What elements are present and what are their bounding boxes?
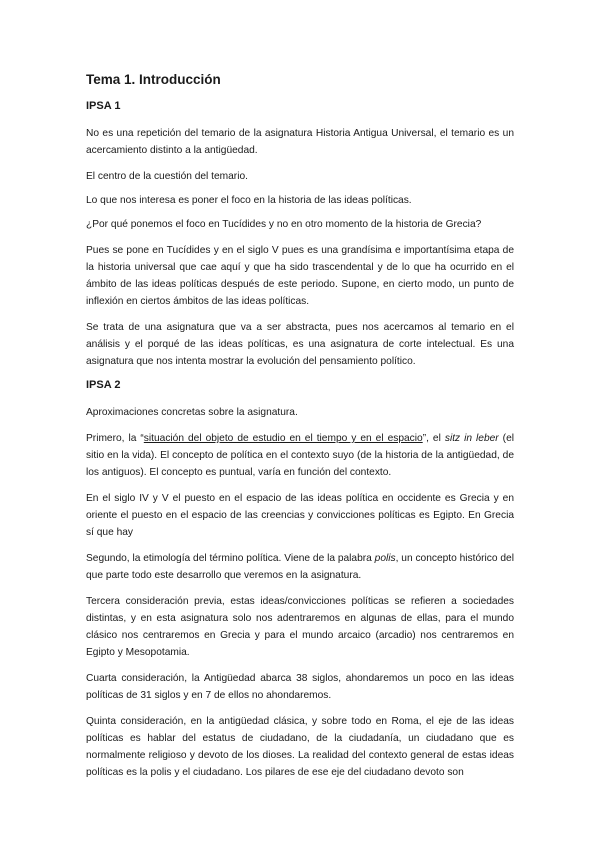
- text-run: (el sitio en la vida). El concepto de política en el contexto suyo (de la historia de la antigüedad, de los antiguos). El concepto es puntual, varía en función del contexto.: [86, 433, 514, 478]
- text-run: Primero, la “: [86, 433, 144, 444]
- section-heading-ipsa2: IPSA 2: [86, 379, 121, 391]
- text-run: ”, el: [422, 433, 445, 444]
- paragraph: Tercera consideración previa, estas ideas/convicciones políticas se refieren a sociedades distintas, y en esta asignatura solo nos adentraremos en algunas de ellas, para el mundo clásico nos centraremos en Grecia y para el mundo arcaico (arcadio) nos centraremos en Egipto y Mesopotamia.: [86, 596, 514, 658]
- text-run: , un concepto histórico del que parte todo este desarrollo que veremos en la asignatura.: [86, 553, 514, 581]
- paragraph: Quinta consideración, en la antigüedad clásica, y sobre todo en Roma, el eje de las ideas políticas es hablar del estatus de ciudadano, de la ciudadanía, un ciudadano que es normalmente religioso y devoto de los dioses. La realidad del contexto general de estas ideas políticas es la polis y el ciudadano. Los pilares de ese eje del ciudadano devoto son: [86, 716, 514, 778]
- italic-term: sitz in leber: [444, 433, 499, 444]
- paragraph: Cuarta consideración, la Antigüedad abarca 38 siglos, ahondaremos un poco en las ideas políticas de 31 siglos y en 7 de ellos no ahondaremos.: [86, 673, 514, 701]
- paragraph: Lo que nos interesa es poner el foco en la historia de las ideas políticas.: [86, 195, 412, 206]
- paragraph: [86, 550, 514, 584]
- text-run: Segundo, la etimología del término política. Viene de la palabra: [86, 553, 375, 564]
- underlined-phrase: situación del objeto de estudio en el tiempo y en el espacio: [143, 433, 423, 444]
- paragraph: No es una repetición del temario de la asignatura Historia Antigua Universal, el temario es un acercamiento distinto a la antigüedad.: [86, 128, 514, 156]
- paragraph: [86, 430, 514, 481]
- page-title: Tema 1. Introducción: [86, 72, 221, 87]
- paragraph: Se trata de una asignatura que va a ser abstracta, pues nos acercamos al temario en el análisis y el porqué de las ideas políticas, es una asignatura de corte intelectual. Es una asignatura que nos intenta mostrar la evolución del pensamiento político.: [86, 322, 514, 367]
- paragraph: Aproximaciones concretas sobre la asignatura.: [86, 407, 298, 418]
- paragraph: ¿Por qué ponemos el foco en Tucídides y no en otro momento de la historia de Grecia?: [86, 219, 482, 230]
- italic-term: polis: [374, 553, 396, 564]
- paragraph: Pues se pone en Tucídides y en el siglo V pues es una grandísima e importantísima etapa de la historia universal que cae aquí y que ha sido trascendental y de lo que ha ocurrido en el ámbito de las ideas políticas después de este periodo. Supone, en cierto modo, un punto de inflexión en ciertos ámbitos de las ideas políticas.: [86, 245, 514, 307]
- paragraph: El centro de la cuestión del temario.: [86, 171, 248, 182]
- section-heading-ipsa1: IPSA 1: [86, 100, 121, 112]
- paragraph: En el siglo IV y V el puesto en el espacio de las ideas política en occidente es Grecia y en oriente el puesto en el espacio de las creencias y convicciones políticas es Egipto. En Grecia sí que hay: [86, 493, 514, 538]
